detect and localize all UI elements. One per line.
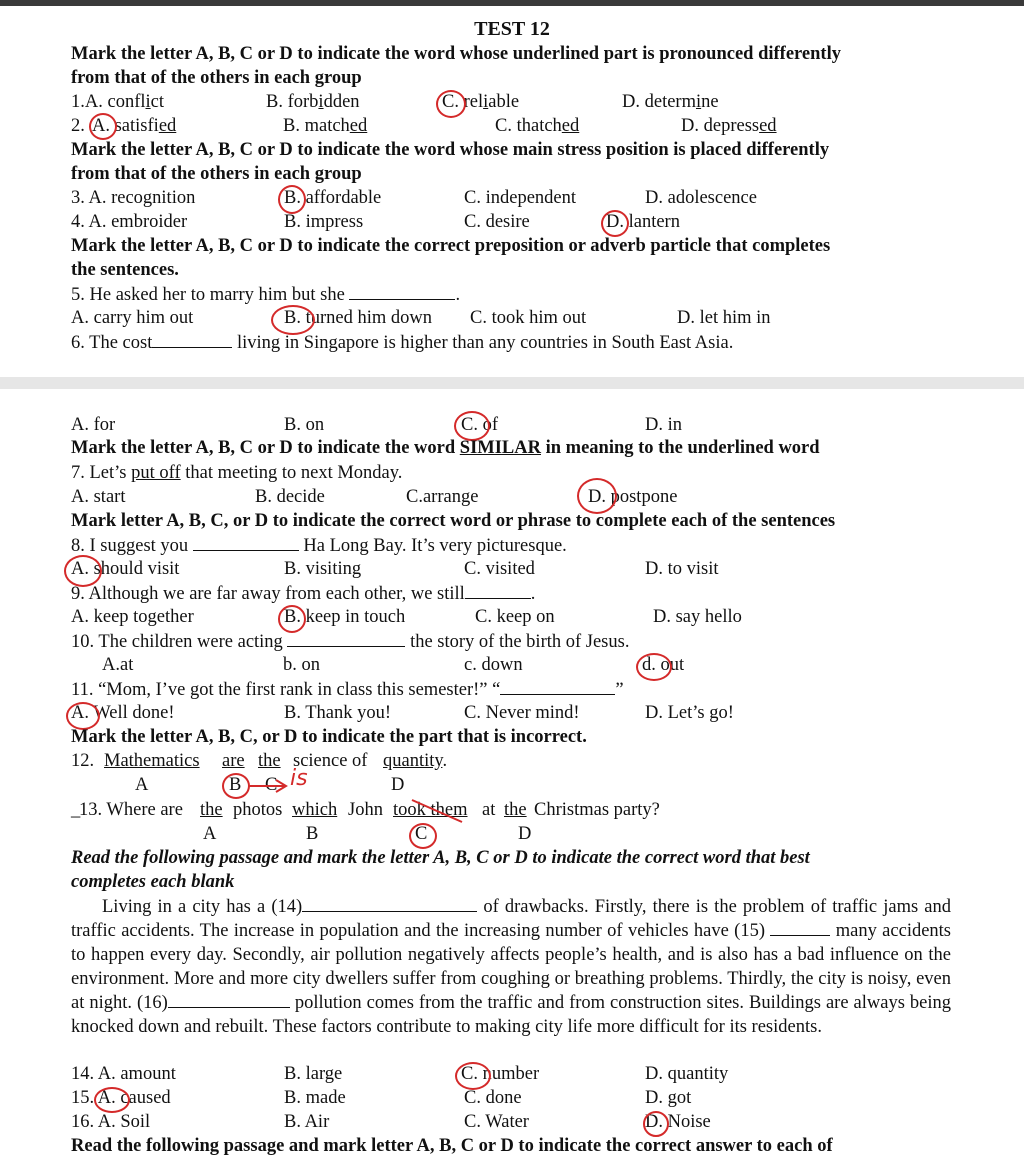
q11-option-a: A. Well done! bbox=[71, 703, 175, 723]
q13-label-d: D bbox=[518, 824, 532, 844]
section-heading: Mark the letter A, B, C or D to indicate the correct preposition or adverb particle that completes bbox=[71, 236, 831, 256]
section-heading: from that of the others in each group bbox=[71, 164, 362, 184]
q12-number: 12. bbox=[71, 751, 95, 771]
q16-option-a: 16. A. Soil bbox=[71, 1112, 151, 1132]
q13-word: photos bbox=[233, 800, 283, 820]
q4-option-d: D. lantern bbox=[606, 212, 680, 232]
q14-option-b: B. large bbox=[284, 1064, 343, 1084]
q13-word: the bbox=[200, 800, 223, 820]
q12-word: Mathematics bbox=[104, 751, 200, 771]
q10-option-d: d. out bbox=[642, 655, 685, 675]
section-heading: Mark the letter A, B, C, or D to indicate the part that is incorrect. bbox=[71, 727, 587, 747]
q16-option-c: C. Water bbox=[464, 1112, 529, 1132]
q13-stem: 13. Where are bbox=[79, 800, 183, 820]
q13-word: at bbox=[482, 800, 496, 820]
q11-stem: 11. “Mom, I’ve got the first rank in class this semester!” “ ” bbox=[71, 680, 624, 700]
q13-word: Christmas party? bbox=[534, 800, 660, 820]
answer-circle bbox=[409, 823, 437, 849]
q5-option-d: D. let him in bbox=[677, 308, 771, 328]
q9-option-c: C. keep on bbox=[475, 607, 555, 627]
answer-circle bbox=[436, 90, 466, 118]
q15-option-b: B. made bbox=[284, 1088, 346, 1108]
section-heading: the sentences. bbox=[71, 260, 179, 280]
top-bar bbox=[0, 0, 1024, 6]
q2-number: 2. bbox=[71, 116, 85, 136]
q14-option-a: 14. A. amount bbox=[71, 1064, 176, 1084]
section-heading: Read the following passage and mark letter A, B, C or D to indicate the correct answer to each of bbox=[71, 1136, 833, 1156]
q9-stem: 9. Although we are far away from each other, we still . bbox=[71, 584, 536, 604]
section-heading: Mark the letter A, B, C or D to indicate the word whose main stress position is placed differently bbox=[71, 140, 830, 160]
q6-option-a: A. for bbox=[71, 415, 116, 435]
q15-option-c: C. done bbox=[464, 1088, 522, 1108]
q8-option-c: C. visited bbox=[464, 559, 535, 579]
section-heading: Mark the letter A, B, C or D to indicate the word whose underlined part is pronounced differently bbox=[71, 44, 841, 64]
answer-circle bbox=[89, 113, 117, 140]
q13-word: John bbox=[348, 800, 383, 820]
q9-option-a: A. keep together bbox=[71, 607, 194, 627]
q14-option-c: C. number bbox=[461, 1064, 540, 1084]
q4-option-c: C. desire bbox=[464, 212, 530, 232]
answer-circle bbox=[94, 1087, 130, 1113]
q6-option-c: C. of bbox=[461, 415, 498, 435]
q11-option-c: C. Never mind! bbox=[464, 703, 580, 723]
q13-word: the bbox=[504, 800, 527, 820]
q2-option-a: A. satisfied bbox=[92, 116, 177, 136]
test-title: TEST 12 bbox=[474, 18, 550, 40]
q6-stem: 6. The cost living in Singapore is higher than any countries in South East Asia. bbox=[71, 333, 734, 353]
q2-option-b: B. matched bbox=[283, 116, 368, 136]
q12-label-a: A bbox=[135, 775, 149, 795]
q9-option-b: B. keep in touch bbox=[284, 607, 406, 627]
q5-option-c: C. took him out bbox=[470, 308, 587, 328]
q5-option-a: A. carry him out bbox=[71, 308, 194, 328]
q3-option-a: 3. A. recognition bbox=[71, 188, 196, 208]
q7-stem: 7. Let’s put off that meeting to next Monday. bbox=[71, 463, 403, 483]
section-heading: Read the following passage and mark the letter A, B, C or D to indicate the correct word that best bbox=[71, 848, 810, 868]
q8-option-d: D. to visit bbox=[645, 559, 719, 579]
q8-stem: 8. I suggest you Ha Long Bay. It’s very picturesque. bbox=[71, 536, 567, 556]
answer-circle bbox=[577, 478, 617, 514]
q12-word: science of bbox=[293, 751, 368, 771]
q7-option-d: D. postpone bbox=[588, 487, 678, 507]
section-heading: Mark the letter A, B, C or D to indicate the word SIMILAR in meaning to the underlined word bbox=[71, 438, 820, 458]
q2-option-c: C. thatched bbox=[495, 116, 580, 136]
section-heading: completes each blank bbox=[71, 872, 235, 892]
answer-circle bbox=[278, 185, 306, 214]
q14-option-d: D. quantity bbox=[645, 1064, 729, 1084]
q11-option-d: D. Let’s go! bbox=[645, 703, 734, 723]
q16-option-b: B. Air bbox=[284, 1112, 330, 1132]
q7-option-b: B. decide bbox=[255, 487, 325, 507]
q6-option-d: D. in bbox=[645, 415, 682, 435]
handwritten-correction: is bbox=[290, 766, 308, 791]
q3-option-c: C. independent bbox=[464, 188, 577, 208]
answer-circle bbox=[455, 1062, 491, 1090]
q5-option-b: B. turned him down bbox=[284, 308, 432, 328]
q15-option-d: D. got bbox=[645, 1088, 692, 1108]
answer-circle bbox=[643, 1111, 669, 1137]
q7-option-c: C.arrange bbox=[406, 487, 479, 507]
q8-option-a: A. should visit bbox=[71, 559, 180, 579]
q13-label-a: A bbox=[203, 824, 217, 844]
q1-option-a: 1.A. conflict bbox=[71, 92, 164, 112]
page-separator bbox=[0, 377, 1024, 389]
q10-stem: 10. The children were acting the story of the birth of Jesus. bbox=[71, 632, 630, 652]
q1-option-d: D. determine bbox=[622, 92, 719, 112]
q4-option-b: B. impress bbox=[284, 212, 364, 232]
q1-option-c: C. reliable bbox=[442, 92, 520, 112]
q13-label-c: C bbox=[415, 824, 428, 844]
answer-circle bbox=[601, 210, 629, 237]
q12-label-d: D bbox=[391, 775, 405, 795]
reading-passage: Living in a city has a (14) of drawbacks. Firstly, there is the problem of traffic jams and traffic accidents. The increase in population and the increasing number of vehicles have (15) many accidents to happen every day. Secondly, air pollution negatively affects people’s health, and is also has a bad influence on the environment. More and more city dwellers suffer from coughing or breathing problems. Thirdly, the city is noisy, even at night. (16) pollution comes from the traffic and from construction sites. Buildings are always being knocked down and rebuilt. These factors contribute to making city life more difficult for its residents. bbox=[71, 897, 952, 1037]
q3-option-b: B. affordable bbox=[284, 188, 382, 208]
q16-option-d: D. Noise bbox=[645, 1112, 711, 1132]
q3-option-d: D. adolescence bbox=[645, 188, 757, 208]
answer-circle bbox=[278, 605, 306, 633]
section-heading: from that of the others in each group bbox=[71, 68, 362, 88]
answer-circle bbox=[636, 653, 672, 681]
section-heading: Mark letter A, B, C, or D to indicate the correct word or phrase to complete each of the sentences bbox=[71, 511, 836, 531]
q12-word: the bbox=[258, 751, 281, 771]
q13-word: which bbox=[292, 800, 338, 820]
q12-label-b: B bbox=[229, 775, 242, 795]
q1-option-b: B. forbidden bbox=[266, 92, 360, 112]
q4-option-a: 4. A. embroider bbox=[71, 212, 188, 232]
q10-option-c: c. down bbox=[464, 655, 523, 675]
q5-stem: 5. He asked her to marry him but she . bbox=[71, 285, 461, 305]
q10-option-a: A.at bbox=[102, 655, 134, 675]
q12-word: are bbox=[222, 751, 245, 771]
q12-label-c: C bbox=[265, 775, 278, 795]
q6-option-b: B. on bbox=[284, 415, 325, 435]
q13-word: took them bbox=[393, 800, 468, 820]
q13-label-b: B bbox=[306, 824, 319, 844]
q11-option-b: B. Thank you! bbox=[284, 703, 392, 723]
q12-word: quantity. bbox=[383, 751, 448, 771]
q13-dash: _ bbox=[71, 800, 81, 820]
q15-option-a: 15. A. caused bbox=[71, 1088, 171, 1108]
q9-option-d: D. say hello bbox=[653, 607, 742, 627]
q2-option-d: D. depressed bbox=[681, 116, 777, 136]
q7-option-a: A. start bbox=[71, 487, 126, 507]
strike-mark bbox=[410, 796, 480, 826]
q8-option-b: B. visiting bbox=[284, 559, 362, 579]
q10-option-b: b. on bbox=[283, 655, 320, 675]
